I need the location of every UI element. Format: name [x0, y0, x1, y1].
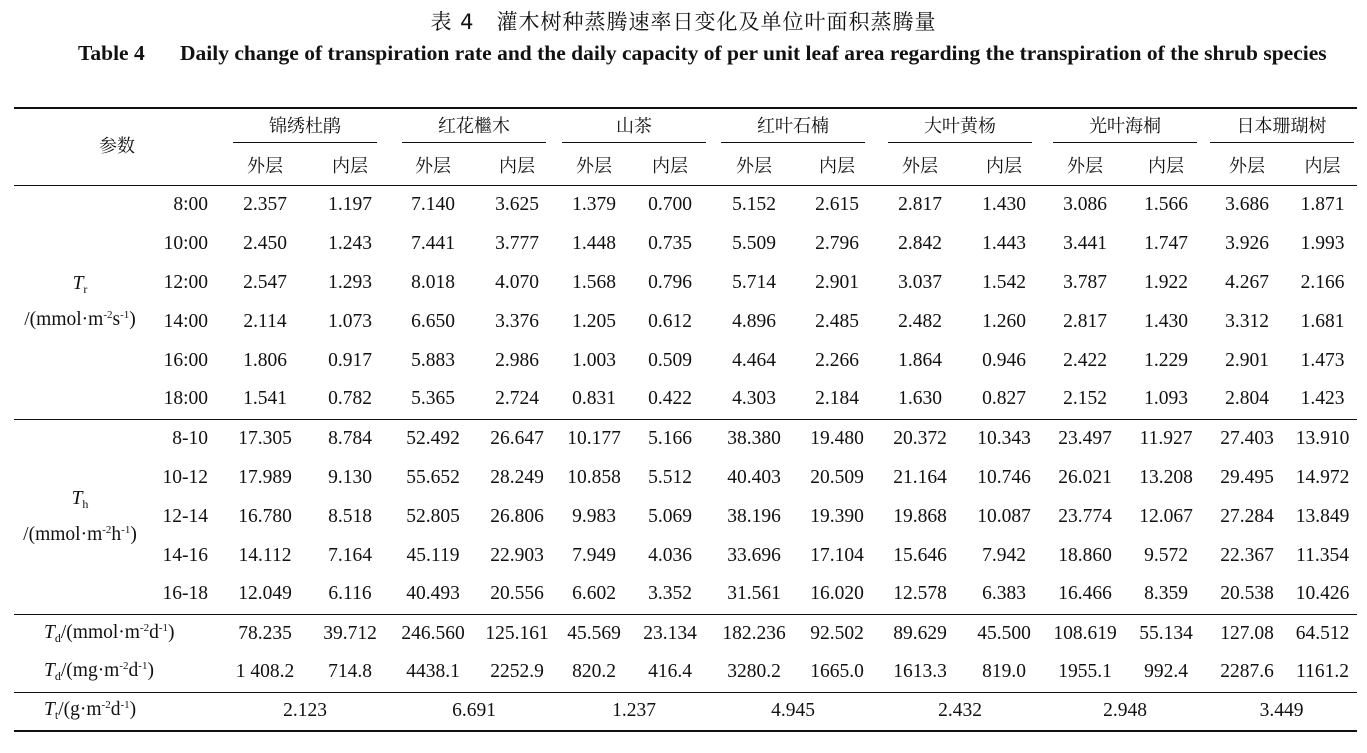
value-cell: 26.806 [490, 505, 544, 527]
value-cell: 3280.2 [727, 661, 781, 683]
value-cell: 127.08 [1220, 622, 1274, 644]
value-cell: 23.774 [1058, 505, 1112, 527]
table-row [14, 497, 1357, 536]
table-row [14, 263, 1357, 302]
value-cell: 27.403 [1220, 427, 1274, 449]
value-cell: 1.864 [898, 349, 942, 371]
value-cell: 0.796 [648, 271, 692, 293]
value-cell: 1.093 [1144, 388, 1188, 410]
value-cell: 13.849 [1295, 505, 1350, 527]
value-cell: 1.443 [982, 232, 1026, 254]
value-cell: 1.473 [1300, 349, 1345, 371]
value-cell: 0.827 [982, 388, 1026, 410]
value-cell: 12.578 [893, 583, 947, 605]
value-cell: 0.917 [328, 349, 372, 371]
value-cell: 23.134 [643, 622, 697, 644]
header-species: 大叶黄杨 [876, 108, 1044, 146]
value-cell: 2.123 [283, 700, 327, 722]
value-cell: 2.817 [898, 193, 942, 215]
value-cell: 0.700 [648, 193, 692, 215]
value-cell: 1 408.2 [235, 661, 295, 683]
table-row [14, 419, 1357, 458]
value-cell: 1.423 [1300, 388, 1345, 410]
value-cell: 2.901 [1225, 349, 1269, 371]
value-cell: 1.806 [243, 349, 287, 371]
value-cell: 1.681 [1300, 310, 1345, 332]
value-cell: 4.036 [648, 544, 692, 566]
value-cell: 2.432 [938, 700, 982, 722]
value-cell: 1.197 [328, 193, 372, 215]
value-cell: 40.403 [727, 466, 781, 488]
value-cell: 2.817 [1063, 310, 1107, 332]
value-cell: 1.260 [982, 310, 1026, 332]
value-cell: 6.116 [328, 583, 372, 605]
value-cell: 2.615 [815, 193, 859, 215]
value-cell: 1.243 [328, 232, 372, 254]
value-cell: 2.796 [815, 232, 859, 254]
value-cell: 3.926 [1225, 232, 1269, 254]
header-outer: 外层 [1067, 156, 1103, 178]
value-cell: 7.949 [572, 544, 616, 566]
header-inner: 内层 [332, 156, 368, 178]
value-cell: 2.482 [898, 310, 942, 332]
value-cell: 0.612 [648, 310, 692, 332]
value-cell: 12.067 [1139, 505, 1193, 527]
value-cell: 2.450 [243, 232, 287, 254]
header-inner: 内层 [1148, 156, 1184, 178]
header-species: 红叶石楠 [710, 108, 876, 146]
value-cell: 10.426 [1295, 583, 1350, 605]
value-cell: 4.945 [771, 700, 815, 722]
value-cell: 2.266 [815, 349, 859, 371]
value-cell: 17.989 [238, 466, 292, 488]
value-cell: 11.927 [1139, 427, 1193, 449]
value-cell: 6.650 [411, 310, 455, 332]
value-cell: 2.724 [495, 388, 539, 410]
value-cell: 1.430 [982, 193, 1026, 215]
header-species: 红花檵木 [390, 108, 558, 146]
value-cell: 45.500 [977, 622, 1031, 644]
value-cell: 64.512 [1295, 622, 1350, 644]
value-cell: 4.070 [495, 271, 539, 293]
header-outer: 外层 [902, 156, 938, 178]
value-cell: 20.556 [490, 583, 544, 605]
header-row-species [14, 108, 1357, 146]
value-cell: 3.449 [1259, 700, 1304, 722]
value-cell: 45.119 [406, 544, 460, 566]
value-cell: 6.383 [982, 583, 1026, 605]
value-cell: 20.509 [810, 466, 864, 488]
value-cell: 38.380 [727, 427, 781, 449]
value-cell: 0.831 [572, 388, 616, 410]
value-cell: 1613.3 [893, 661, 947, 683]
caption-cn: 表 4 灌木树种蒸腾速率日变化及单位叶面积蒸腾量 [430, 10, 937, 34]
value-cell: 8.518 [328, 505, 372, 527]
value-cell: 0.946 [982, 349, 1026, 371]
value-cell: 6.691 [452, 700, 496, 722]
value-cell: 92.502 [810, 622, 864, 644]
value-cell: 1.922 [1144, 271, 1188, 293]
time-cell: 14:00 [163, 310, 208, 332]
value-cell: 15.646 [893, 544, 947, 566]
value-cell: 14.112 [238, 544, 292, 566]
value-cell: 10.087 [977, 505, 1031, 527]
value-cell: 4.267 [1225, 271, 1269, 293]
header-outer: 外层 [1229, 156, 1265, 178]
time-cell: 12-14 [162, 505, 208, 527]
value-cell: 2.986 [495, 349, 539, 371]
time-cell: 18:00 [163, 388, 208, 410]
value-cell: 22.367 [1220, 544, 1274, 566]
time-cell: 14-16 [162, 544, 208, 566]
value-cell: 1.379 [572, 193, 616, 215]
table-row [14, 575, 1357, 614]
value-cell: 27.284 [1220, 505, 1274, 527]
tr_group-label: $T_r$ $/(mmol\cdot m^{-2}s^{-1})$ [24, 273, 136, 330]
value-cell: 16.780 [238, 505, 292, 527]
value-cell: 182.236 [722, 622, 786, 644]
value-cell: 1665.0 [810, 661, 864, 683]
daily-total-row [14, 614, 1357, 653]
value-cell: 14.972 [1295, 466, 1350, 488]
value-cell: 10.177 [567, 427, 621, 449]
value-cell: 9.572 [1144, 544, 1188, 566]
value-cell: 1.003 [572, 349, 616, 371]
value-cell: 714.8 [328, 661, 372, 683]
header-outer: 外层 [576, 156, 612, 178]
value-cell: 2.547 [243, 271, 287, 293]
value-cell: 3.777 [495, 232, 539, 254]
value-cell: 992.4 [1144, 661, 1188, 683]
value-cell: 38.196 [727, 505, 781, 527]
value-cell: 1.566 [1144, 193, 1188, 215]
value-cell: 18.860 [1058, 544, 1112, 566]
value-cell: 108.619 [1053, 622, 1117, 644]
value-cell: 52.805 [406, 505, 460, 527]
value-cell: 21.164 [893, 466, 947, 488]
th_group-label: $T_h$ $/(mmol\cdot m^{-2}h^{-1})$ [23, 487, 137, 545]
value-cell: 7.942 [982, 544, 1026, 566]
value-cell: 819.0 [982, 661, 1026, 683]
value-cell: 45.569 [567, 622, 621, 644]
time-cell: 8:00 [173, 193, 208, 215]
value-cell: 52.492 [406, 427, 460, 449]
value-cell: 3.686 [1225, 193, 1269, 215]
value-cell: 1.229 [1144, 349, 1188, 371]
value-cell: 7.164 [328, 544, 372, 566]
value-cell: 2.114 [243, 310, 287, 332]
value-cell: 0.735 [648, 232, 692, 254]
header-outer: 外层 [415, 156, 451, 178]
value-cell: 40.493 [406, 583, 460, 605]
value-cell: 3.352 [648, 583, 692, 605]
value-cell: 1.430 [1144, 310, 1188, 332]
time-cell: 16:00 [163, 349, 208, 371]
value-cell: 26.647 [490, 427, 544, 449]
header-outer: 外层 [736, 156, 772, 178]
value-cell: 7.140 [411, 193, 455, 215]
value-cell: 1.293 [328, 271, 372, 293]
value-cell: 20.372 [893, 427, 947, 449]
value-cell: 19.480 [810, 427, 864, 449]
table-row [14, 536, 1357, 575]
value-cell: 1.205 [572, 310, 616, 332]
value-cell: 1.448 [572, 232, 616, 254]
value-cell: 0.782 [328, 388, 372, 410]
value-cell: 2.485 [815, 310, 859, 332]
value-cell: 11.354 [1296, 544, 1349, 566]
time-cell: 10:00 [163, 232, 208, 254]
value-cell: 13.208 [1139, 466, 1193, 488]
table-body [14, 108, 1357, 731]
value-cell: 29.495 [1220, 466, 1274, 488]
value-cell: 1.542 [982, 271, 1026, 293]
value-cell: 8.784 [328, 427, 372, 449]
time-cell: 8-10 [172, 427, 208, 449]
value-cell: 39.712 [323, 622, 377, 644]
value-cell: 5.365 [411, 388, 455, 410]
value-cell: 6.602 [572, 583, 616, 605]
value-cell: 4.303 [732, 388, 776, 410]
table-row [14, 380, 1357, 419]
time-cell: 12:00 [163, 271, 208, 293]
value-cell: 2.842 [898, 232, 942, 254]
value-cell: 9.130 [328, 466, 372, 488]
value-cell: 1.993 [1300, 232, 1345, 254]
value-cell: 3.037 [898, 271, 942, 293]
caption-en-text: Daily change of transpiration rate and the daily capacity of per unit leaf area regarding the transpiration of the shrub species [180, 41, 1327, 65]
value-cell: 16.466 [1058, 583, 1112, 605]
header-inner: 内层 [819, 156, 855, 178]
value-cell: 23.497 [1058, 427, 1112, 449]
value-cell: 5.152 [732, 193, 776, 215]
value-cell: 416.4 [648, 661, 692, 683]
value-cell: 5.069 [648, 505, 692, 527]
value-cell: 2.166 [1300, 271, 1345, 293]
value-cell: 2.804 [1225, 388, 1269, 410]
value-cell: 16.020 [810, 583, 864, 605]
header-inner: 内层 [1304, 156, 1341, 178]
caption-en-label: Table 4 [78, 41, 145, 65]
tt-label: $T_t/(g\cdot m^{-2}d^{-1})$ [44, 699, 137, 723]
header-param: 参数 [14, 108, 220, 185]
value-cell: 1161.2 [1296, 661, 1349, 683]
value-cell: 820.2 [572, 661, 616, 683]
value-cell: 5.509 [732, 232, 776, 254]
value-cell: 2.422 [1063, 349, 1107, 371]
table-row [14, 302, 1357, 341]
value-cell: 1.568 [572, 271, 616, 293]
table-row [14, 341, 1357, 380]
table-row [14, 224, 1357, 263]
daily-total-row [14, 653, 1357, 692]
value-cell: 78.235 [238, 622, 292, 644]
value-cell: 10.343 [977, 427, 1031, 449]
value-cell: 33.696 [727, 544, 781, 566]
value-cell: 17.104 [810, 544, 864, 566]
value-cell: 26.021 [1058, 466, 1112, 488]
value-cell: 55.134 [1139, 622, 1193, 644]
value-cell: 2.948 [1103, 700, 1147, 722]
value-cell: 8.018 [411, 271, 455, 293]
data-table [14, 107, 1357, 732]
value-cell: 3.787 [1063, 271, 1107, 293]
value-cell: 1.541 [243, 388, 287, 410]
value-cell: 4.896 [732, 310, 776, 332]
value-cell: 2.152 [1063, 388, 1107, 410]
value-cell: 28.249 [490, 466, 544, 488]
value-cell: 9.983 [572, 505, 616, 527]
value-cell: 2.901 [815, 271, 859, 293]
value-cell: 2.184 [815, 388, 859, 410]
header-inner: 内层 [652, 156, 688, 178]
value-cell: 125.161 [485, 622, 549, 644]
table-row [14, 185, 1357, 224]
value-cell: 5.714 [732, 271, 776, 293]
value-cell: 12.049 [238, 583, 292, 605]
value-cell: 1.630 [898, 388, 942, 410]
header-outer: 外层 [247, 156, 283, 178]
time-cell: 16-18 [162, 583, 208, 605]
header-species: 日本珊瑚树 [1206, 108, 1357, 146]
value-cell: 2252.9 [490, 661, 544, 683]
time-cell: 10-12 [162, 466, 208, 488]
value-cell: 246.560 [401, 622, 465, 644]
tt-row [14, 692, 1357, 731]
value-cell: 0.509 [648, 349, 692, 371]
value-cell: 1.871 [1300, 193, 1345, 215]
value-cell: 20.538 [1220, 583, 1274, 605]
value-cell: 3.086 [1063, 193, 1107, 215]
value-cell: 5.166 [648, 427, 692, 449]
header-species: 光叶海桐 [1044, 108, 1206, 146]
value-cell: 3.312 [1225, 310, 1269, 332]
value-cell: 19.868 [893, 505, 947, 527]
value-cell: 3.441 [1063, 232, 1107, 254]
header-species: 山茶 [558, 108, 710, 146]
daily-total-label: $T_d/(mg\cdot m^{-2}d^{-1})$ [44, 660, 154, 684]
table-row [14, 458, 1357, 497]
value-cell: 7.441 [411, 232, 455, 254]
header-species: 锦绣杜鹃 [220, 108, 390, 146]
value-cell: 1955.1 [1058, 661, 1112, 683]
value-cell: 3.625 [495, 193, 539, 215]
value-cell: 1.747 [1144, 232, 1188, 254]
value-cell: 2287.6 [1220, 661, 1274, 683]
value-cell: 22.903 [490, 544, 544, 566]
value-cell: 0.422 [648, 388, 692, 410]
header-inner: 内层 [986, 156, 1022, 178]
value-cell: 17.305 [238, 427, 292, 449]
value-cell: 4438.1 [406, 661, 460, 683]
value-cell: 31.561 [727, 583, 781, 605]
value-cell: 4.464 [732, 349, 776, 371]
value-cell: 2.357 [243, 193, 287, 215]
value-cell: 1.073 [328, 310, 372, 332]
value-cell: 1.237 [612, 700, 656, 722]
value-cell: 3.376 [495, 310, 539, 332]
value-cell: 5.883 [411, 349, 455, 371]
value-cell: 13.910 [1295, 427, 1350, 449]
value-cell: 10.746 [977, 466, 1031, 488]
value-cell: 10.858 [567, 466, 621, 488]
header-inner: 内层 [499, 156, 535, 178]
value-cell: 5.512 [648, 466, 692, 488]
value-cell: 8.359 [1144, 583, 1188, 605]
value-cell: 89.629 [893, 622, 947, 644]
value-cell: 55.652 [406, 466, 460, 488]
value-cell: 19.390 [810, 505, 864, 527]
daily-total-label: $T_d/(mmol\cdot m^{-2}d^{-1})$ [44, 621, 175, 645]
